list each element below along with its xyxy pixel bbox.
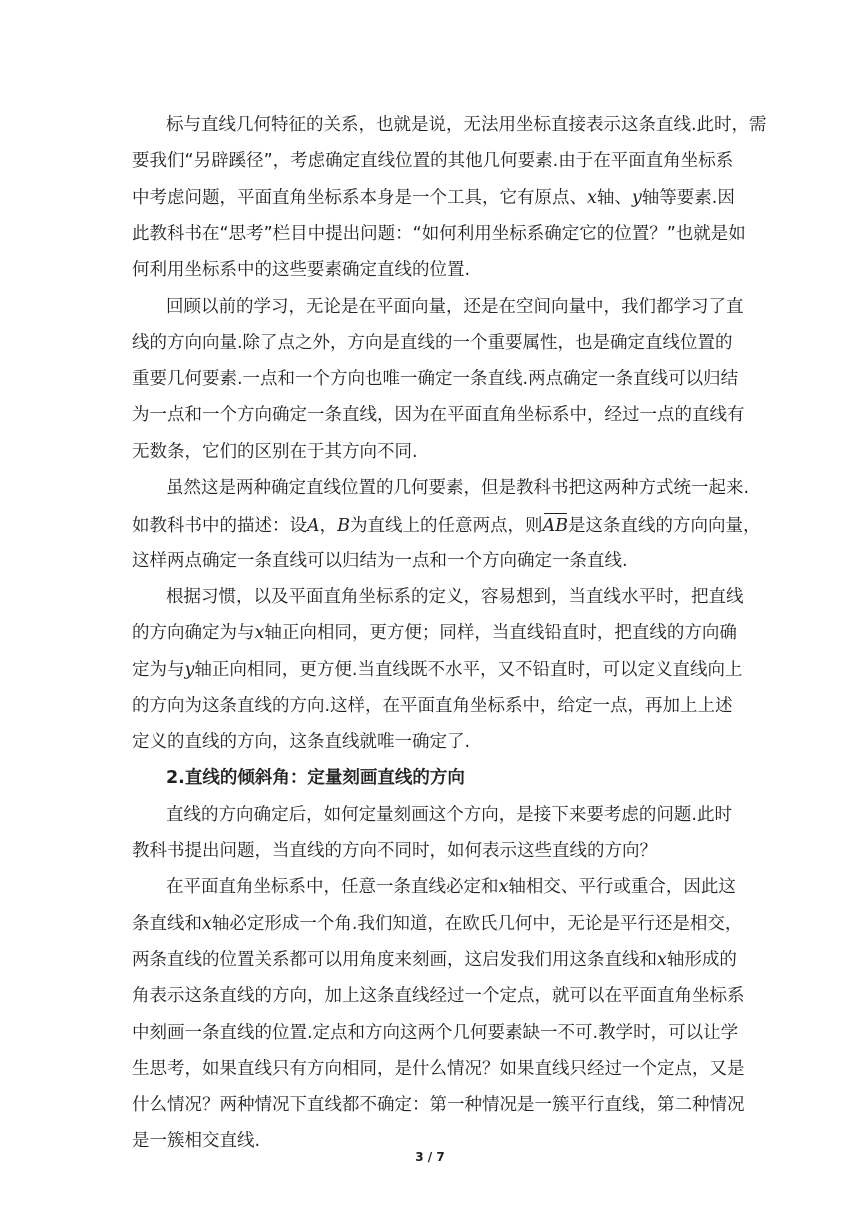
text-segment: 是这条直线的方向向量，	[568, 516, 761, 537]
math-variable: x	[657, 949, 667, 970]
math-variable: AB	[543, 511, 569, 539]
paragraph-line	[132, 185, 735, 211]
paragraph-line: 回顾以前的学习，无论是在平面向量，还是在空间向量中，我们都学习了直	[166, 296, 744, 317]
text-segment: 条直线和	[132, 913, 202, 934]
text-segment: 轴必定形成一个角.我们知道，在欧氏几何中，无论是平行还是相交，	[211, 913, 743, 934]
paragraph-line: 什么情况？两种情况下直线都不确定：第一种情况是一簇平行直线，第二种情况	[132, 1095, 745, 1116]
text-segment: 两条直线的位置关系都可以用角度来刻画，这启发我们用这条直线和	[132, 949, 657, 970]
paragraph-line: 定义的直线的方向，这条直线就唯一确定了.	[132, 732, 471, 753]
math-variable: x	[202, 913, 212, 934]
paragraph-line: 线的方向向量.除了点之外，方向是直线的一个重要属性，也是确定直线位置的	[132, 332, 733, 353]
paragraph-line: 生思考，如果直线只有方向相同，是什么情况？如果直线只经过一个定点，又是	[132, 1058, 745, 1079]
text-segment: 轴等要素.因	[641, 187, 735, 208]
text-segment: 轴相交、平行或重合，因此这	[508, 877, 736, 898]
text-segment: 在平面直角坐标系中，任意一条直线必定和	[166, 877, 499, 898]
paragraph-line	[132, 911, 743, 937]
math-variable: y	[631, 187, 642, 208]
math-variable: y	[184, 659, 195, 680]
paragraph-line: 无数条，它们的区别在于其方向不同.	[132, 441, 418, 462]
math-variable: B	[337, 516, 351, 537]
paragraph-line: 要我们“另辟蹊径”，考虑确定直线位置的其他几何要素.由于在平面直角坐标系	[132, 151, 734, 172]
text-segment: 为直线上的任意两点，则	[350, 516, 543, 537]
paragraph-line: 中刻画一条直线的位置.定点和方向这两个几何要素缺一不可.教学时，可以让学	[132, 1022, 739, 1043]
text-segment: 的方向确定为与	[132, 623, 255, 644]
math-variable: x	[254, 623, 265, 644]
paragraph-line: 的方向为这条直线的方向.这样，在平面直角坐标系中，给定一点，再加上上述	[132, 695, 733, 716]
paragraph-line: 为一点和一个方向确定一条直线，因为在平面直角坐标系中，经过一点的直线有	[132, 405, 745, 426]
paragraph-line: 此教科书在“思考”栏目中提出问题：“如何利用坐标系确定它的位置？”也就是如	[132, 223, 746, 244]
text-segment: 中考虑问题，平面直角坐标系本身是一个工具，它有原点、	[132, 187, 587, 208]
paragraph-line: 重要几何要素.一点和一个方向也唯一确定一条直线.两点确定一条直线可以归结	[132, 369, 739, 390]
paragraph-line: 虽然这是两种确定直线位置的几何要素，但是教科书把这两种方式统一起来.	[166, 478, 750, 498]
math-variable: x	[587, 187, 597, 208]
text-segment: 轴形成的	[666, 949, 737, 970]
paragraph-line	[132, 657, 743, 683]
page-number: 3 / 7	[415, 1150, 445, 1164]
paragraph-line	[132, 620, 737, 646]
text-segment: 如教科书中的描述：设	[132, 516, 307, 537]
paragraph-line: 标与直线几何特征的关系，也就是说，无法用坐标直接表示这条直线.此时，需	[166, 115, 767, 135]
math-variable: A	[307, 516, 320, 537]
paragraph-line: 直线的方向确定后，如何定量刻画这个方向，是接下来要考虑的问题.此时	[166, 804, 732, 825]
paragraph-line: 根据习惯，以及平面直角坐标系的定义，容易想到，当直线水平时，把直线	[166, 586, 744, 607]
text-segment: ，	[319, 516, 338, 537]
paragraph-line: 是一簇相交直线.	[132, 1131, 261, 1152]
paragraph-line: 这样两点确定一条直线可以归结为一点和一个方向确定一条直线.	[132, 550, 628, 571]
paragraph-line	[166, 874, 736, 900]
section-heading: 2.直线的倾斜角：定量刻画直线的方向	[166, 768, 465, 789]
text-segment: 轴、	[596, 187, 632, 208]
text-segment: 轴正向相同，更方便；同样，当直线铅直时，把直线的方向确	[264, 623, 737, 644]
paragraph-line	[132, 947, 737, 973]
paragraph-line	[132, 511, 761, 537]
text-segment: 定为与	[132, 659, 185, 680]
paragraph-line: 教科书提出问题，当直线的方向不同时，如何表示这些直线的方向？	[132, 841, 657, 861]
paragraph-line: 角表示这条直线的方向，加上这条直线经过一个定点，就可以在平面直角坐标系	[132, 986, 745, 1007]
paragraph-line: 何利用坐标系中的这些要素确定直线的位置.	[132, 260, 471, 281]
text-segment: 轴正向相同，更方便.当直线既不水平，又不铅直时，可以定义直线向上	[194, 659, 743, 680]
math-variable: x	[498, 877, 509, 898]
